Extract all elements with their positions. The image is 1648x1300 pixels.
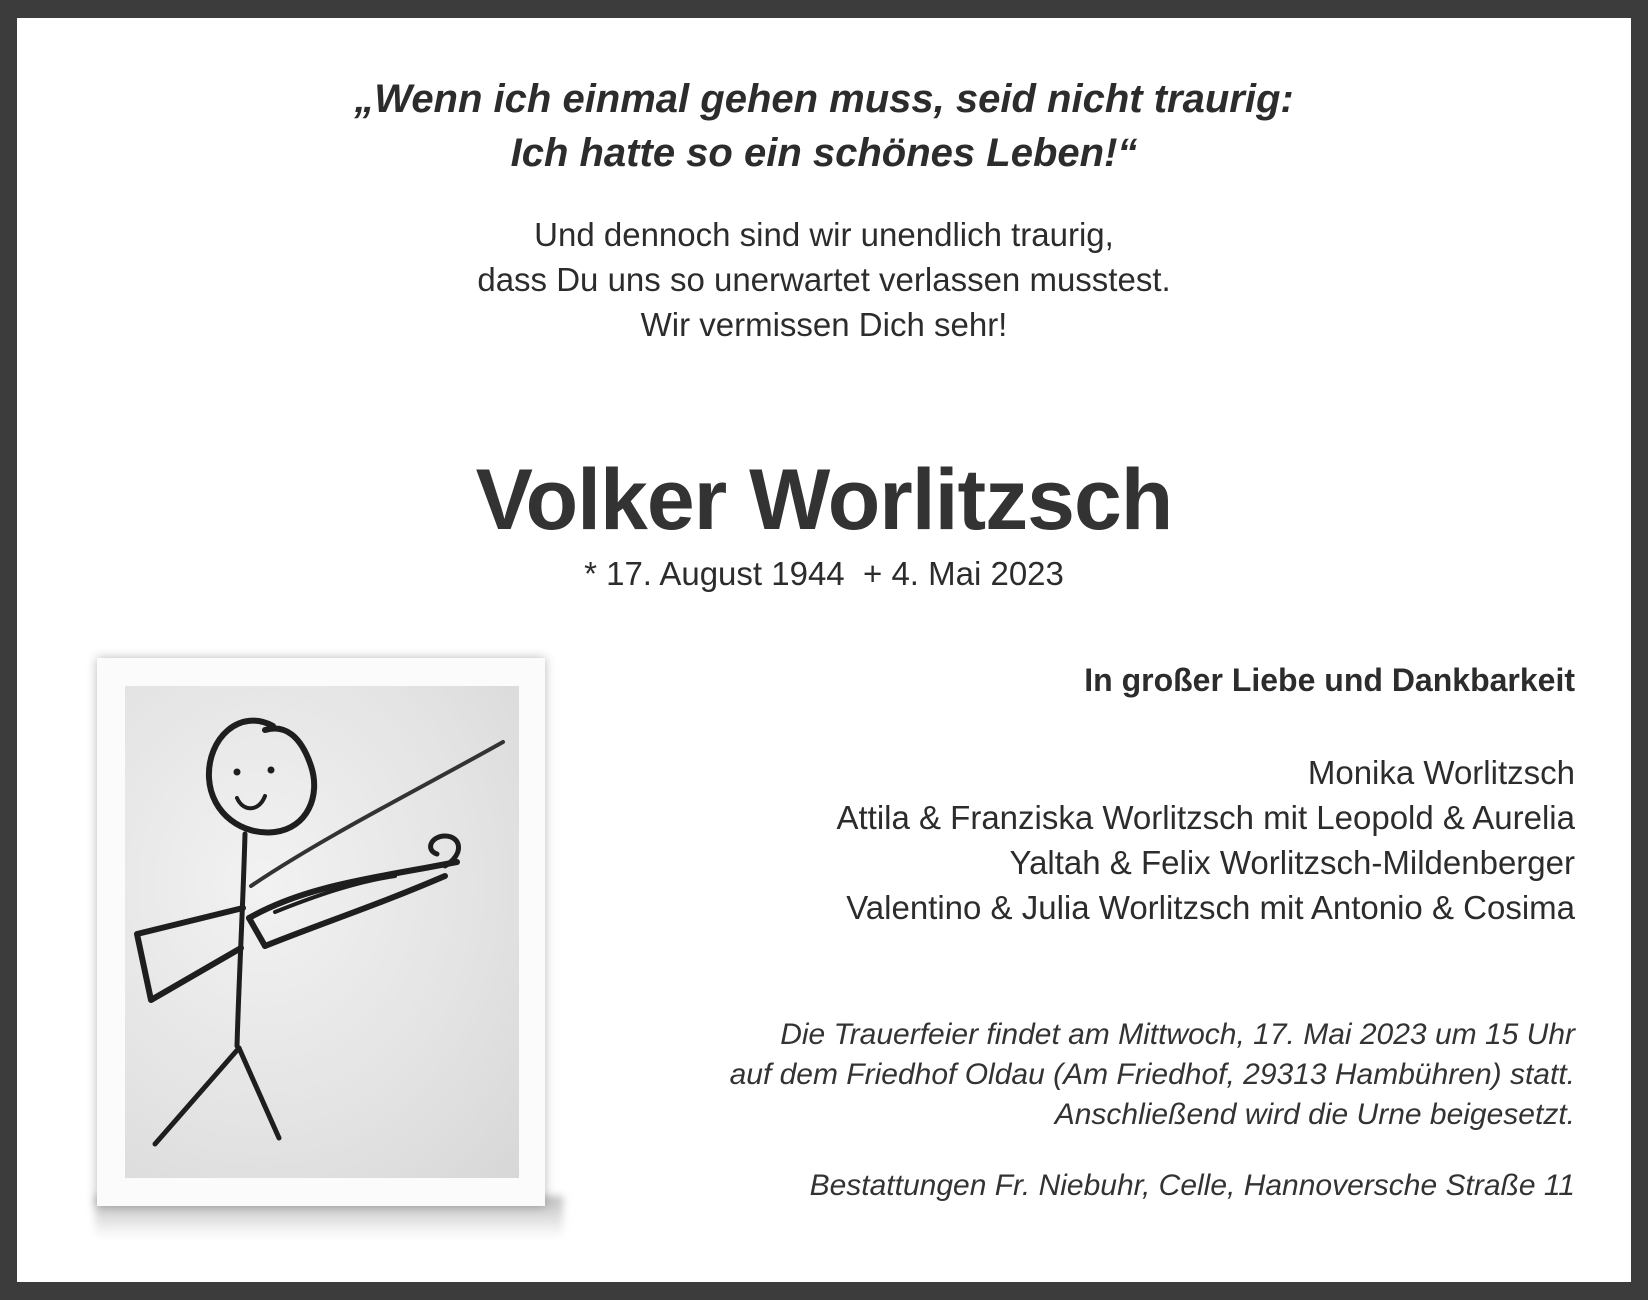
figure-eye-right [268, 767, 275, 774]
mourner-line: Monika Worlitzsch [1307, 754, 1575, 791]
figure-leg-right [239, 1048, 279, 1138]
obituary-card [17, 18, 1631, 1282]
opening-quote [17, 72, 1631, 180]
quote-line-1: „Wenn ich einmal gehen muss, seid nicht traurig: [354, 77, 1294, 121]
birth-date: * 17. August 1944 [584, 555, 845, 592]
figure-arm-left [137, 908, 243, 1000]
stick-figure-violinist-drawing [125, 686, 519, 1178]
figure-body [237, 834, 245, 1046]
lament-line-2: dass Du uns so unerwartet verlassen musstest. [477, 261, 1171, 298]
death-date: + 4. Mai 2023 [863, 555, 1064, 592]
lament-text [17, 212, 1631, 347]
life-dates [17, 552, 1631, 596]
deceased-name: Volker Worlitzsch [475, 452, 1173, 548]
lament-line-3: Wir vermissen Dich sehr! [640, 306, 1008, 343]
ceremony-line-2: auf dem Friedhof Oldau (Am Friedhof, 29313 Hambühren) statt. [729, 1058, 1575, 1091]
mourner-line: Yaltah & Felix Worlitzsch-Mildenberger [1009, 844, 1575, 881]
quote-line-2: Ich hatte so ein schönes Leben!“ [510, 131, 1138, 175]
violin-back [249, 918, 265, 946]
stick-figure-drawing-svg [125, 686, 519, 1178]
figure-smile [237, 796, 265, 808]
figure-leg-left [155, 1048, 239, 1144]
dedication-heading: In großer Liebe und Dankbarkeit [1084, 662, 1575, 698]
figure-eye-left [234, 769, 241, 776]
undertaker-credit: Bestattungen Fr. Niebuhr, Celle, Hannoversche Straße 11 [809, 1169, 1575, 1202]
violin-bow [251, 742, 503, 886]
figure-head [209, 721, 314, 833]
mourner-line: Valentino & Julia Worlitzsch mit Antonio & Cosima [846, 889, 1575, 926]
lament-line-1: Und dennoch sind wir unendlich traurig, [534, 216, 1114, 253]
mourner-line: Attila & Franziska Worlitzsch mit Leopold & Aurelia [836, 799, 1575, 836]
ceremony-info [475, 1015, 1575, 1135]
ceremony-line-3: Anschließend wird die Urne beigesetzt. [1054, 1098, 1575, 1131]
mourners-list [575, 750, 1575, 930]
ceremony-line-1: Die Trauerfeier findet am Mittwoch, 17. Mai 2023 um 15 Uhr [780, 1018, 1575, 1051]
